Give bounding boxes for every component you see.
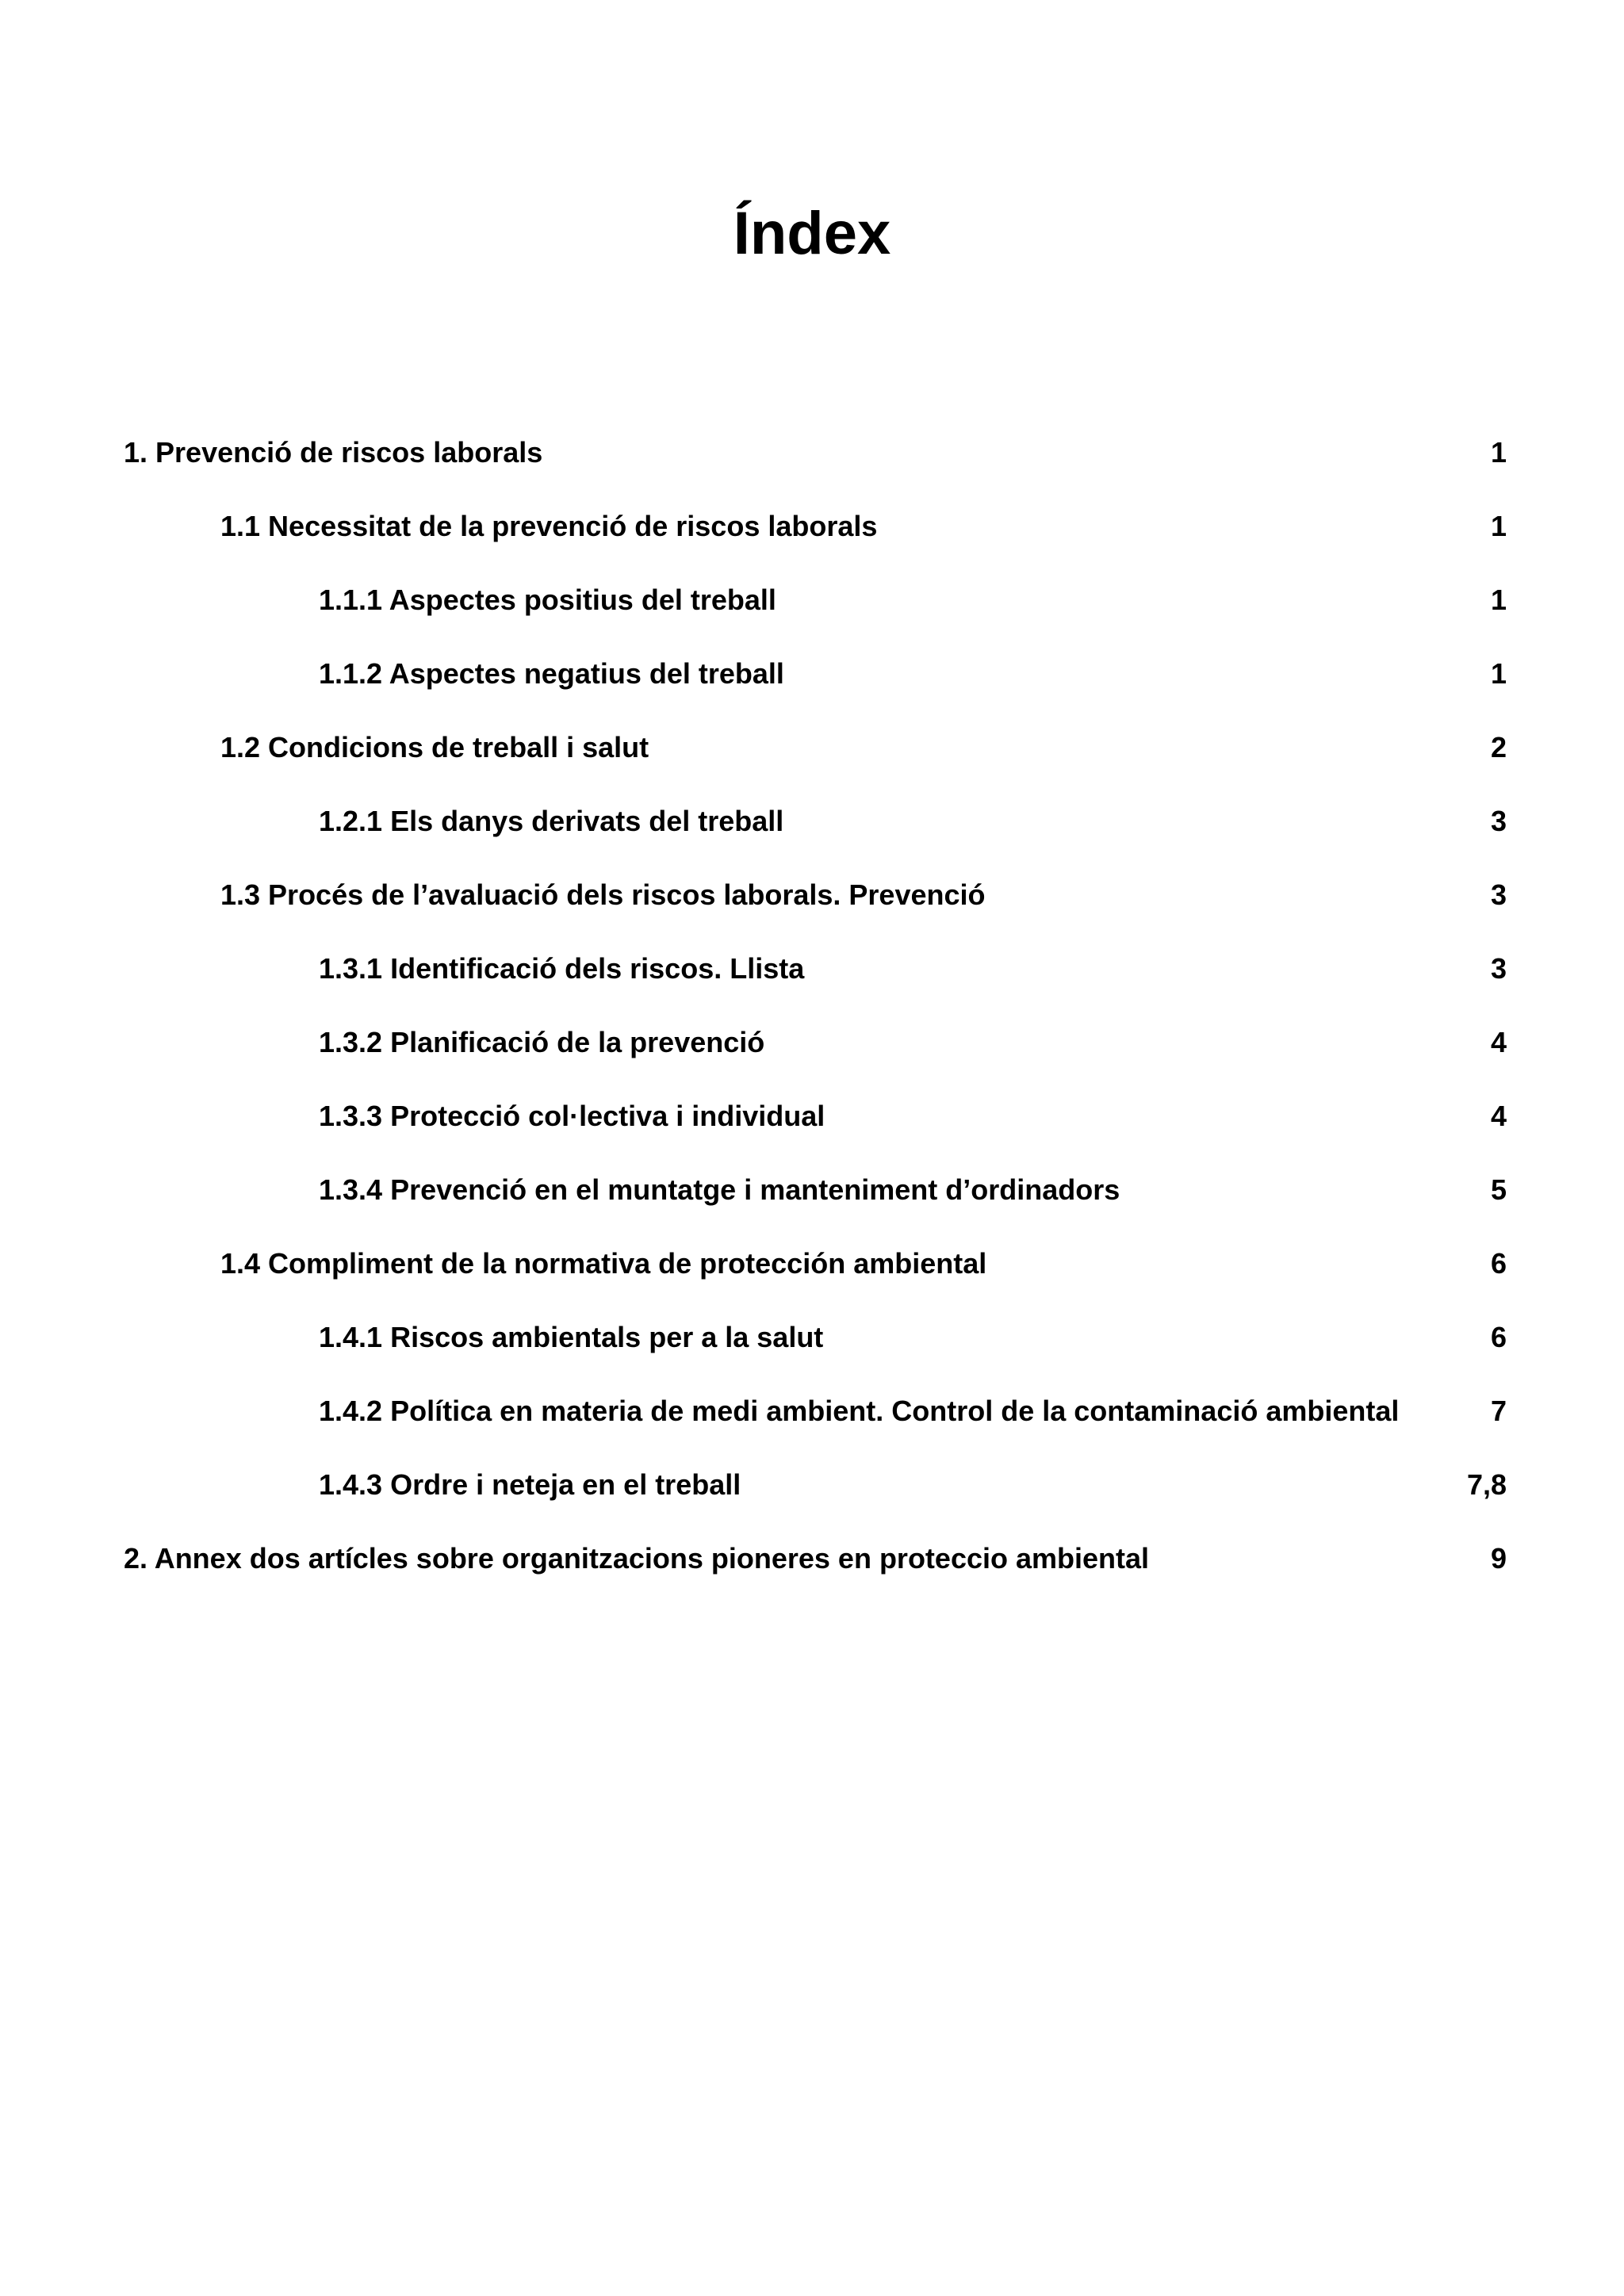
toc-entry-page: 9: [1490, 1542, 1507, 1575]
toc-entry: [124, 576, 1507, 649]
toc-entry-page: 1: [1490, 657, 1507, 690]
toc-entry-label: 1. Prevenció de riscos laborals: [124, 436, 543, 469]
toc-entry-page: 3: [1490, 952, 1507, 985]
toc-entry: [124, 428, 1507, 502]
toc-entry-label: 1.3.4 Prevenció en el muntatge i manteniment d’ordinadors: [319, 1173, 1120, 1206]
toc-entry-page: 4: [1490, 1100, 1507, 1132]
toc-entry-page: 2: [1490, 731, 1507, 763]
toc-entry-label: 1.2 Condicions de treball i salut: [220, 731, 649, 763]
toc-entry: [124, 1313, 1507, 1387]
toc-entry: [124, 723, 1507, 797]
toc-entry-label: 1.1.2 Aspectes negatius del treball: [319, 657, 784, 690]
toc-entry: [124, 1239, 1507, 1313]
toc-entry-page: 1: [1490, 584, 1507, 616]
toc-entry-label: 1.3.3 Protecció col·lectiva i individual: [319, 1100, 825, 1132]
toc-entry-page: 7: [1490, 1395, 1507, 1427]
toc-entry: [124, 1387, 1507, 1460]
toc-entry: [124, 1018, 1507, 1092]
toc-entry-label: 1.1.1 Aspectes positius del treball: [319, 584, 776, 616]
toc-entry: [124, 1092, 1507, 1165]
toc-entry: [124, 944, 1507, 1018]
toc-entry-label: 1.2.1 Els danys derivats del treball: [319, 805, 784, 837]
toc-entry-label: 1.4 Compliment de la normativa de protección ambiental: [220, 1247, 987, 1280]
toc-entry-page: 5: [1490, 1173, 1507, 1206]
toc-entry-page: 1: [1490, 436, 1507, 469]
toc-entry: [124, 1534, 1507, 1608]
toc-entry-label: 1.1 Necessitat de la prevenció de riscos laborals: [220, 510, 878, 542]
toc-entry-page: 6: [1490, 1247, 1507, 1280]
toc-entry-page: 7,8: [1466, 1468, 1507, 1501]
page-title: Índex: [733, 200, 891, 267]
table-of-contents: [124, 428, 1507, 1608]
toc-entry-page: 3: [1490, 878, 1507, 911]
toc-entry: [124, 649, 1507, 723]
toc-entry-label: 1.4.2 Política en materia de medi ambient. Control de la contaminació ambiental: [319, 1395, 1400, 1427]
toc-entry: [124, 1460, 1507, 1534]
toc-entry-page: 1: [1490, 510, 1507, 542]
toc-entry: [124, 797, 1507, 871]
toc-entry-page: 4: [1490, 1026, 1507, 1058]
toc-entry-label: 1.4.1 Riscos ambientals per a la salut: [319, 1321, 824, 1353]
toc-entry-label: 1.3 Procés de l’avaluació dels riscos laborals. Prevenció: [220, 878, 986, 911]
toc-entry-label: 1.4.3 Ordre i neteja en el treball: [319, 1468, 741, 1501]
toc-entry: [124, 502, 1507, 576]
toc-entry-page: 6: [1490, 1321, 1507, 1353]
toc-entry-page: 3: [1490, 805, 1507, 837]
toc-entry-label: 1.3.1 Identificació dels riscos. Llista: [319, 952, 805, 985]
toc-entry-label: 2. Annex dos artícles sobre organitzacions pioneres en proteccio ambiental: [124, 1542, 1150, 1575]
toc-entry: [124, 1165, 1507, 1239]
toc-entry-label: 1.3.2 Planificació de la prevenció: [319, 1026, 765, 1058]
toc-entry: [124, 871, 1507, 944]
